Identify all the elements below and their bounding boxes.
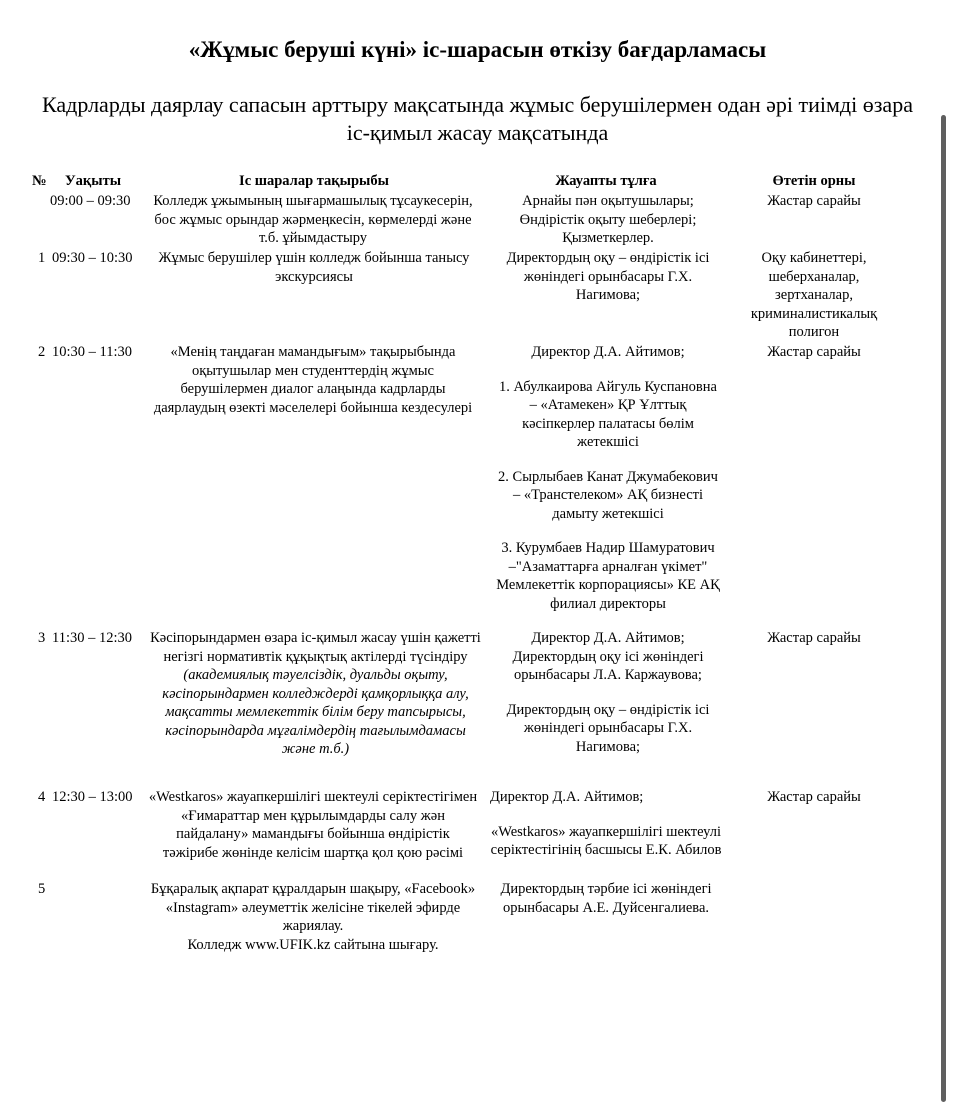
row-topic: Колледж ұжымының шығармашылық тұсаукесерін, бос жұмыс орындар жәрмеңкесін, көрмелерді және т.б. ұйымдастыру [153, 193, 473, 246]
col-header-topic: Іс шаралар тақырыбы [239, 173, 389, 189]
responsible-item: Директордың оқу – өндірістік ісі жөніндегі орынбасары Г.Х. Нагимова; [506, 701, 710, 755]
responsible-item: 3. Курумбаев Надир Шамуратович –"Азаматтарға арналған үкімет" Мемлекеттік корпорациясы» КЕ АҚ филиал директоры [496, 540, 720, 612]
col-header-time: Уақыты [65, 173, 122, 189]
row-num: 3 [38, 630, 46, 646]
row-time: 11:30 – 12:30 [52, 630, 133, 646]
responsible-item: «Westkaros» жауапкершілігі шектеулі серіктестігінің басшысы Е.К. Абилов [490, 823, 722, 858]
row-responsible: Арнайы пән оқытушылары; Өндірістік оқыту шеберлері; Қызметкерлер. [519, 193, 697, 246]
row-venue: Жастар сарайы [767, 630, 861, 646]
responsible-item: Директор Д.А. Айтимов; [490, 789, 644, 805]
row-venue: Жастар сарайы [767, 193, 861, 209]
topic-line: Колледж www.UFIK.kz сайтына шығару. [187, 936, 439, 953]
row-topic: «Westkaros» жауапкершілігі шектеулі серіктестігімен «Ғимараттар мен құрылымдарды салу жән пайдалану» мамандығы бойынша өндірістік тәжірибе жөнінде келісім шартқа қол қою рәсімі [148, 789, 478, 861]
row-num: 1 [38, 250, 46, 266]
col-header-num: № [32, 173, 47, 189]
row-venue: Жастар сарайы [767, 344, 861, 360]
row-time: 10:30 – 11:30 [52, 344, 133, 360]
row-topic: Жұмыс берушілер үшін колледж бойынша танысу экскурсиясы [158, 250, 470, 285]
responsible-item: 2. Сырлыбаев Канат Джумабекович – «Транстелеком» АҚ бизнесті дамыту жетекшісі [498, 468, 718, 522]
responsible-item: Директор Д.А. Айтимов; Директордың оқу ісі жөніндегі орынбасары Л.А. Каржаувова; [512, 630, 704, 683]
row-responsible [494, 343, 722, 613]
row-time: 12:30 – 13:00 [52, 789, 133, 805]
row-num: 5 [38, 881, 46, 897]
topic-line: Бұқаралық ақпарат құралдарын шақыру, «Facebook» «Instagram» әлеуметтік желісіне тікелей эфирде жариялау. [150, 881, 476, 934]
row-time: 09:30 – 10:30 [52, 250, 133, 266]
page-subtitle: Кадрларды даярлау сапасын арттыру мақсатында жұмыс берушілермен одан әрі тиімді өзара іс-қимыл жасау мақсатында [42, 92, 913, 145]
col-header-responsible: Жауапты тұлға [555, 173, 657, 189]
row-topic: «Менің таңдаған мамандығым» тақырыбында оқытушылар мен студенттердің жұмыс берушілермен диалог алаңында кадрларды даярлаудың өзекті мәселелері бойынша кездесулері [153, 344, 473, 416]
row-num: 4 [38, 789, 46, 805]
col-header-venue: Өтетін орны [772, 173, 856, 189]
row-responsible: Директордың тәрбие ісі жөніндегі орынбасары А.Е. Дуйсенгалиева. [500, 881, 712, 916]
row-topic [148, 880, 478, 954]
topic-italic: (академиялық тәуелсіздік, дуальды оқыту, кәсіпорындармен колледждерді қамқорлыққа алу, мақсатты мемлекеттік білім беру тапсырысы, кәсіпорындарда мұғалімдердің тағылымдамасы және т.б.) [162, 667, 469, 757]
responsible-item: Директор Д.А. Айтимов; [531, 344, 685, 360]
row-responsible [490, 788, 722, 860]
row-num: 2 [38, 344, 46, 360]
row-topic [148, 629, 483, 759]
row-responsible: Директордың оқу – өндірістік ісі жөніндегі орынбасары Г.Х. Нагимова; [506, 250, 710, 303]
topic-plain: Кәсіпорындармен өзара іс-қимыл жасау үшін қажетті негізгі нормативтік құқықтық актілерді түсіндіру [150, 630, 481, 665]
row-responsible [494, 629, 722, 756]
row-time: 09:00 – 09:30 [50, 193, 131, 209]
row-venue: Оқу кабинеттері, шеберханалар, зертханалар, криминалистикалық полигон [750, 250, 878, 340]
vertical-scrollbar[interactable] [941, 115, 946, 1102]
page-title: «Жұмыс беруші күні» іс-шарасын өткізу бағдарламасы [188, 37, 767, 62]
responsible-item: 1. Абулкаирова Айгуль Куспановна – «Атамекен» ҚР Ұлттық кәсіпкерлер палатасы бөлім жетекшісі [499, 378, 717, 450]
row-venue: Жастар сарайы [767, 789, 861, 805]
